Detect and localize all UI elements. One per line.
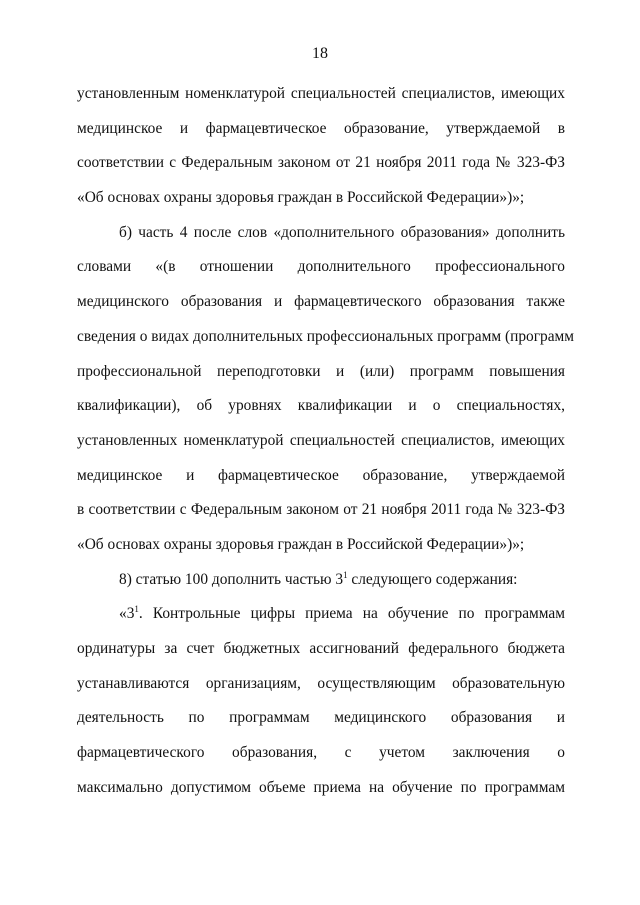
paragraph-text: следующего содержания: (347, 570, 518, 588)
paragraph-line: фармацевтического образования, с учетом заключения о (77, 744, 565, 762)
paragraph-line: устанавливаются организациям, осуществляющим образовательную (77, 674, 565, 692)
paragraph-line: «Об основах охраны здоровья граждан в Российской Федерации»)»; (77, 189, 525, 207)
paragraph-text: . Контрольные цифры приема на обучение по программам (138, 605, 565, 623)
paragraph-line: медицинское и фармацевтическое образование, утверждаемой в (77, 119, 565, 137)
paragraph-line: профессиональной переподготовки и (или) программ повышения (77, 362, 565, 380)
paragraph-line: соответствии с Федеральным законом от 21 ноября 2011 года № 323-ФЗ (77, 154, 565, 172)
paragraph-text: «3 (119, 605, 135, 623)
paragraph-line: словами «(в отношении дополнительного профессионального (77, 258, 565, 276)
paragraph-line: медицинское и фармацевтическое образование, утверждаемой (77, 466, 565, 484)
page-number: 18 (312, 45, 328, 62)
paragraph-line: максимально допустимом объеме приема на обучение по программам (77, 778, 565, 796)
paragraph-line: квалификации), об уровнях квалификации и о специальностях, (77, 397, 565, 415)
paragraph-line: установленных номенклатурой специальностей специалистов, имеющих (77, 431, 565, 449)
superscript: 1 (134, 604, 139, 615)
superscript: 1 (343, 569, 348, 580)
paragraph-line: сведения о видах дополнительных профессиональных программ (программ (77, 327, 575, 345)
paragraph-line: ординатуры за счет бюджетных ассигнований федерального бюджета (77, 640, 565, 657)
paragraph-line (77, 569, 565, 604)
paragraph-line (77, 603, 565, 638)
paragraph-line: установленным номенклатурой специальностей специалистов, имеющих (77, 85, 565, 102)
paragraph-line: медицинского образования и фармацевтического образования также (77, 293, 565, 311)
paragraph-line: «Об основах охраны здоровья граждан в Российской Федерации»)»; (77, 535, 525, 553)
paragraph-text: 8) статью 100 дополнить частью 3 (119, 570, 344, 588)
paragraph-line: деятельность по программам медицинского образования и (77, 709, 565, 727)
document-body (77, 83, 575, 811)
paragraph-line: в соответствии с Федеральным законом от 21 ноября 2011 года № 323-ФЗ (77, 501, 565, 519)
paragraph-line: б) часть 4 после слов «дополнительного образования» дополнить (119, 223, 565, 241)
